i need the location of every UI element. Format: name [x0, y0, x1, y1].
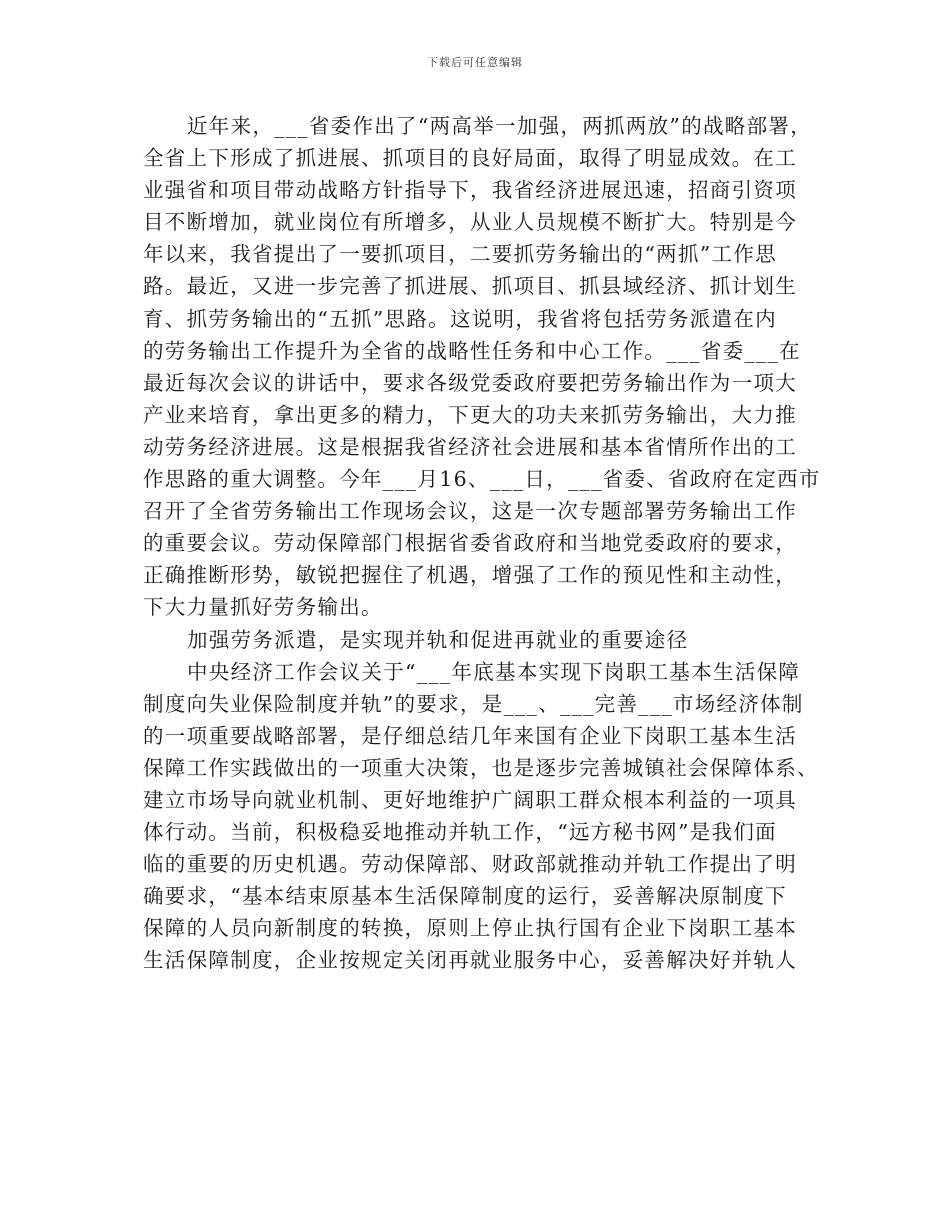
text-line: 正确推断形势，敏锐把握住了机遇，增强了工作的预见性和主动性， — [143, 563, 797, 588]
text-line: 生活保障制度，企业按规定关闭再就业服务中心，妥善解决好并轨人 — [143, 948, 797, 973]
text-line: 保障工作实践做出的一项重大决策，也是逐步完善城镇社会保障体系、 — [143, 755, 819, 780]
text-line: 目不断增加，就业岗位有所增多，从业人员规模不断扩大。特别是今 — [143, 210, 797, 235]
text-line: 年以来，我省提出了一要抓项目，二要抓劳务输出的“两抓”工作思 — [143, 242, 777, 267]
text-line: 召开了全省劳务输出工作现场会议，这是一次专题部署劳务输出工作 — [143, 499, 797, 524]
text-line: 的一项重要战略部署，是仔细总结几年来国有企业下岗职工基本生活 — [143, 723, 797, 748]
text-line: 育、抓劳务输出的“五抓”思路。这说明，我省将包括劳务派遣在内 — [143, 306, 777, 331]
text-line: 体行动。当前，积极稳妥地推动并轨工作，“远方秘书网”是我们面 — [143, 820, 777, 845]
text-line: 产业来培育，拿出更多的精力，下更大的功夫来抓劳务输出，大力推 — [143, 402, 797, 427]
text-line: 临的重要的历史机遇。劳动保障部、财政部就推动并轨工作提出了明 — [143, 852, 797, 877]
text-line: 建立市场导向就业机制、更好地维护广阔职工群众根本利益的一项具 — [143, 787, 797, 812]
text-line: 近年来，___省委作出了“两高举一加强，两抓两放”的战略部署， — [187, 114, 813, 138]
text-line: 业强省和项目带动战略方针指导下，我省经济进展迅速，招商引资项 — [143, 178, 797, 203]
document-body — [143, 110, 821, 977]
text-line: 全省上下形成了抓进展、抓项目的良好局面，取得了明显成效。在工 — [143, 146, 797, 171]
text-line: 路。最近，又进一步完善了抓进展、抓项目、抓县域经济、抓计划生 — [143, 274, 797, 299]
text-line: 加强劳务派遣，是实现并轨和促进再就业的重要途径 — [187, 627, 689, 652]
text-line: 中央经济工作会议关于“___年底基本实现下岗职工基本生活保障 — [187, 659, 801, 684]
text-line: 最近每次会议的讲话中，要求各级党委政府要把劳务输出作为一项大 — [143, 370, 797, 395]
text-line: 的劳务输出工作提升为全省的战略性任务和中心工作。___省委___在 — [143, 338, 801, 363]
text-line: 确要求，“基本结束原基本生活保障制度的运行，妥善解决原制度下 — [143, 884, 787, 909]
text-line: 作思路的重大调整。今年___月16、___日，___省委、省政府在定西市 — [143, 467, 821, 492]
text-line: 的重要会议。劳动保障部门根据省委省政府和当地党委政府的要求， — [143, 531, 797, 556]
text-line: 动劳务经济进展。这是根据我省经济社会进展和基本省情所作出的工 — [143, 434, 797, 459]
text-line: 下大力量抓好劳务输出。 — [143, 595, 383, 620]
text-line: 制度向失业保险制度并轨”的要求，是___、___完善___市场经济体制 — [143, 691, 804, 716]
page-header: 下载后可任意编辑 — [427, 56, 523, 69]
text-line: 保障的人员向新制度的转换，原则上停止执行国有企业下岗职工基本 — [143, 916, 797, 941]
